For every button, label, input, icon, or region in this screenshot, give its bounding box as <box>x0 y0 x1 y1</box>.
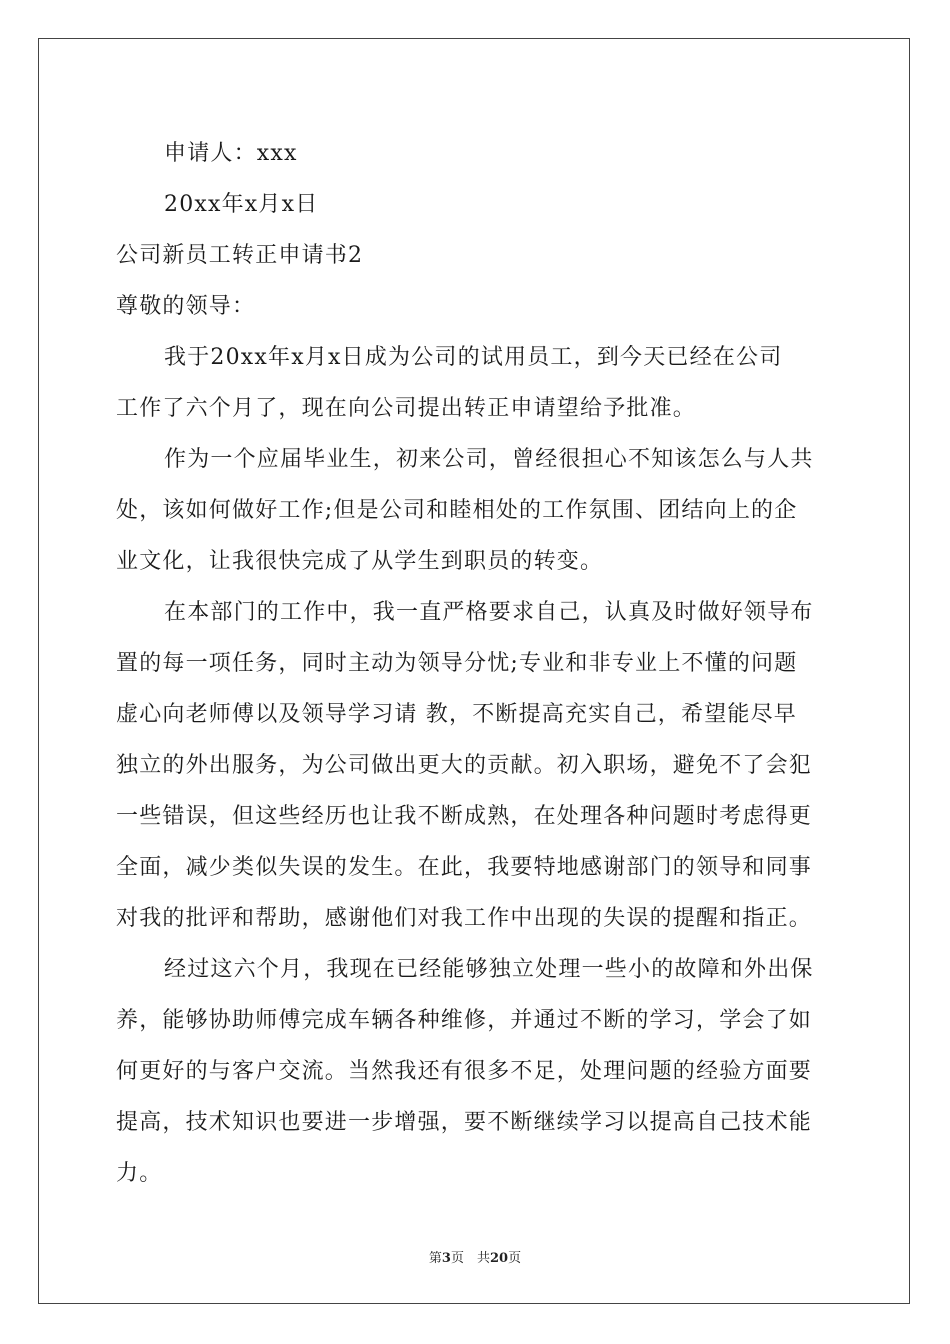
paragraph <box>116 944 836 1199</box>
paragraph-line: 我于20xx年x月x日成为公司的试用员工，到今天已经在公司 <box>164 345 783 370</box>
paragraph-line: 置的每一项任务，同时主动为领导分忧;专业和非专业上不懂的问题 <box>116 651 798 676</box>
paragraph-line: 处，该如何做好工作;但是公司和睦相处的工作氛围、团结向上的企 <box>116 498 798 523</box>
applicant-line: 申请人：xxx <box>164 141 298 166</box>
date-line: 20xx年x月x日 <box>164 192 319 217</box>
paragraph-line: 独立的外出服务，为公司做出更大的贡献。初入职场，避免不了会犯 <box>116 753 813 778</box>
paragraph-line: 在本部门的工作中，我一直严格要求自己，认真及时做好领导布 <box>164 600 814 625</box>
paragraph-line: 力。 <box>116 1161 163 1186</box>
paragraph-line: 经过这六个月，我现在已经能够独立处理一些小的故障和外出保 <box>164 957 814 982</box>
paragraph-line: 作为一个应届毕业生，初来公司，曾经很担心不知该怎么与人共 <box>164 447 814 472</box>
paragraph-line: 全面，减少类似失误的发生。在此，我要特地感谢部门的领导和同事 <box>116 855 813 880</box>
paragraph-line: 一些错误，但这些经历也让我不断成熟，在处理各种问题时考虑得更 <box>116 804 813 829</box>
paragraph-line: 提高，技术知识也要进一步增强，要不断继续学习以提高自己技术能 <box>116 1110 813 1135</box>
document-title: 公司新员工转正申请书2 <box>116 243 364 268</box>
page-current: 3 <box>441 1251 451 1266</box>
paragraph <box>116 587 836 944</box>
paragraph-line: 工作了六个月了，现在向公司提出转正申请望给予批准。 <box>116 396 697 421</box>
paragraph-line: 何更好的与客户交流。当然我还有很多不足，处理问题的经验方面要 <box>116 1059 813 1084</box>
paragraph <box>116 332 836 434</box>
paragraph-line: 养，能够协助师傅完成车辆各种维修，并通过不断的学习，学会了如 <box>116 1008 813 1033</box>
page-mid: 页 共 <box>450 1251 490 1266</box>
page-suffix: 页 <box>508 1251 522 1266</box>
paragraph-line: 对我的批评和帮助，感谢他们对我工作中出现的失误的提醒和指正。 <box>116 906 813 931</box>
paragraph-line: 虚心向老师傅以及领导学习请 教，不断提高充实自己，希望能尽早 <box>116 702 797 727</box>
paragraphs <box>116 332 836 1199</box>
page-footer <box>0 1247 950 1266</box>
page-total: 20 <box>489 1251 509 1266</box>
paragraph-line: 业文化，让我很快完成了从学生到职员的转变。 <box>116 549 604 574</box>
paragraph <box>116 434 836 587</box>
page-prefix: 第 <box>428 1251 442 1266</box>
document-body <box>116 128 836 1199</box>
salutation: 尊敬的领导： <box>116 294 256 319</box>
